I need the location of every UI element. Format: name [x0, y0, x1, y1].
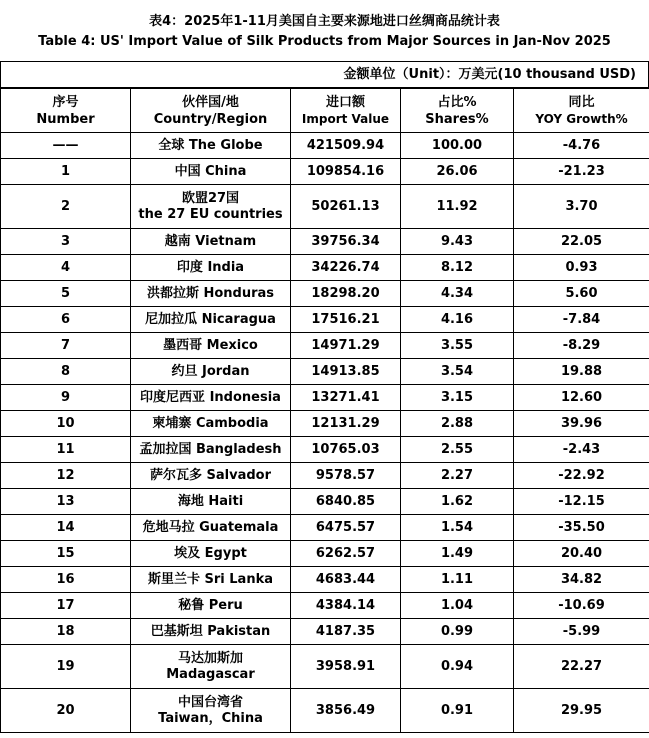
cell-value: 34226.74 — [291, 255, 401, 281]
cell-value: 14971.29 — [291, 333, 401, 359]
table-row — [1, 229, 649, 255]
cell-country-line: 中国台湾省 — [177, 694, 243, 710]
cell-country — [131, 437, 291, 463]
cell-value: 50261.13 — [291, 185, 401, 229]
cell-value: 4384.14 — [291, 593, 401, 619]
cell-yoy: -21.23 — [514, 159, 649, 185]
cell-number: 16 — [1, 567, 131, 593]
header-shares-en: Shares% — [425, 111, 489, 127]
cell-country-line: 萨尔瓦多 Salvador — [149, 467, 271, 483]
table-row — [1, 437, 649, 463]
cell-number: 9 — [1, 385, 131, 411]
cell-country-line: 埃及 Egypt — [174, 545, 247, 561]
cell-yoy: 0.93 — [514, 255, 649, 281]
cell-country-line: 印度尼西亚 Indonesia — [140, 389, 281, 405]
header-row — [1, 89, 649, 133]
table-row — [1, 567, 649, 593]
cell-number: —— — [1, 133, 131, 159]
cell-yoy: -8.29 — [514, 333, 649, 359]
cell-yoy: 34.82 — [514, 567, 649, 593]
cell-number: 7 — [1, 333, 131, 359]
cell-country — [131, 619, 291, 645]
table-row — [1, 645, 649, 689]
cell-country — [131, 333, 291, 359]
cell-value: 109854.16 — [291, 159, 401, 185]
cell-value: 3958.91 — [291, 645, 401, 689]
cell-share: 3.15 — [401, 385, 514, 411]
cell-share: 2.55 — [401, 437, 514, 463]
cell-country — [131, 645, 291, 689]
cell-number: 5 — [1, 281, 131, 307]
table-row — [1, 281, 649, 307]
table-row — [1, 593, 649, 619]
cell-number: 15 — [1, 541, 131, 567]
cell-yoy: -2.43 — [514, 437, 649, 463]
cell-country-line: 斯里兰卡 Sri Lanka — [147, 571, 273, 587]
cell-country-line: 墨西哥 Mexico — [163, 337, 258, 353]
cell-number: 3 — [1, 229, 131, 255]
cell-number: 14 — [1, 515, 131, 541]
cell-number: 2 — [1, 185, 131, 229]
cell-share: 26.06 — [401, 159, 514, 185]
table-row — [1, 689, 649, 733]
cell-value: 3856.49 — [291, 689, 401, 733]
cell-country — [131, 411, 291, 437]
cell-country-line: 中国 China — [174, 163, 247, 179]
table-row — [1, 359, 649, 385]
table-body — [1, 133, 649, 733]
cell-yoy: 5.60 — [514, 281, 649, 307]
header-country — [131, 89, 291, 133]
cell-number: 20 — [1, 689, 131, 733]
cell-share: 1.54 — [401, 515, 514, 541]
header-number — [1, 89, 131, 133]
cell-number: 13 — [1, 489, 131, 515]
unit-label: 金额单位（Unit）：万美元(10 thousand USD) — [0, 62, 649, 88]
table-row — [1, 489, 649, 515]
cell-share: 3.54 — [401, 359, 514, 385]
table-title-en: Table 4: US' Import Value of Silk Products from Major Sources in Jan-Nov 2025 — [38, 34, 611, 49]
cell-country — [131, 229, 291, 255]
header-yoy — [514, 89, 649, 133]
cell-number: 11 — [1, 437, 131, 463]
cell-yoy: 39.96 — [514, 411, 649, 437]
cell-value: 421509.94 — [291, 133, 401, 159]
table-row — [1, 133, 649, 159]
cell-country-line-2: the 27 EU countries — [138, 206, 283, 222]
cell-share: 1.04 — [401, 593, 514, 619]
cell-country-line: 越南 Vietnam — [164, 233, 257, 249]
cell-share: 11.92 — [401, 185, 514, 229]
cell-value: 6475.57 — [291, 515, 401, 541]
cell-share: 2.27 — [401, 463, 514, 489]
cell-value: 18298.20 — [291, 281, 401, 307]
cell-country-line: 欧盟27国 — [181, 190, 240, 206]
cell-number: 6 — [1, 307, 131, 333]
cell-yoy: 3.70 — [514, 185, 649, 229]
cell-country-line: 孟加拉国 Bangladesh — [139, 441, 282, 457]
cell-value: 14913.85 — [291, 359, 401, 385]
cell-country-line: 约旦 Jordan — [171, 363, 250, 379]
cell-country-line: 印度 India — [176, 259, 245, 275]
header-country-en: Country/Region — [153, 111, 268, 127]
cell-country — [131, 593, 291, 619]
cell-share: 4.34 — [401, 281, 514, 307]
cell-value: 9578.57 — [291, 463, 401, 489]
header-import-value-zh: 进口额 — [325, 94, 365, 110]
cell-value: 6840.85 — [291, 489, 401, 515]
cell-share: 0.91 — [401, 689, 514, 733]
cell-yoy: -4.76 — [514, 133, 649, 159]
cell-number: 19 — [1, 645, 131, 689]
cell-yoy: 22.05 — [514, 229, 649, 255]
header-import-value-en: Import Value — [301, 111, 390, 126]
cell-country-line: 危地马拉 Guatemala — [142, 519, 279, 535]
cell-yoy: -10.69 — [514, 593, 649, 619]
cell-share: 1.62 — [401, 489, 514, 515]
cell-number: 12 — [1, 463, 131, 489]
cell-country — [131, 159, 291, 185]
cell-country-line-2: Taiwan，China — [158, 710, 263, 726]
table-row — [1, 159, 649, 185]
cell-country — [131, 689, 291, 733]
header-yoy-zh: 同比 — [568, 94, 595, 110]
cell-value: 13271.41 — [291, 385, 401, 411]
cell-yoy: 20.40 — [514, 541, 649, 567]
cell-country-line-2: Madagascar — [166, 666, 255, 682]
header-yoy-en: YOY Growth% — [535, 111, 628, 126]
cell-yoy: 19.88 — [514, 359, 649, 385]
cell-country — [131, 489, 291, 515]
cell-value: 4187.35 — [291, 619, 401, 645]
cell-yoy: -7.84 — [514, 307, 649, 333]
cell-country — [131, 255, 291, 281]
import-table — [0, 88, 649, 733]
cell-number: 18 — [1, 619, 131, 645]
cell-country — [131, 307, 291, 333]
cell-yoy: 29.95 — [514, 689, 649, 733]
table-row — [1, 619, 649, 645]
cell-country-line: 柬埔寨 Cambodia — [152, 415, 269, 431]
cell-country-line: 巴基斯坦 Pakistan — [150, 623, 271, 639]
cell-number: 8 — [1, 359, 131, 385]
cell-number: 4 — [1, 255, 131, 281]
cell-country — [131, 541, 291, 567]
cell-value: 4683.44 — [291, 567, 401, 593]
header-shares-zh: 占比% — [437, 94, 477, 110]
cell-country — [131, 359, 291, 385]
table-row — [1, 541, 649, 567]
cell-country — [131, 567, 291, 593]
cell-country-line: 海地 Haiti — [177, 493, 244, 509]
cell-share: 9.43 — [401, 229, 514, 255]
table-row — [1, 385, 649, 411]
cell-country — [131, 281, 291, 307]
cell-value: 10765.03 — [291, 437, 401, 463]
cell-value: 17516.21 — [291, 307, 401, 333]
cell-share: 100.00 — [401, 133, 514, 159]
cell-yoy: -35.50 — [514, 515, 649, 541]
cell-country-line: 洪都拉斯 Honduras — [146, 285, 275, 301]
cell-value: 39756.34 — [291, 229, 401, 255]
table-row — [1, 411, 649, 437]
table-row — [1, 463, 649, 489]
cell-share: 0.94 — [401, 645, 514, 689]
cell-yoy: 12.60 — [514, 385, 649, 411]
header-import-value — [291, 89, 401, 133]
cell-share: 1.11 — [401, 567, 514, 593]
cell-share: 4.16 — [401, 307, 514, 333]
cell-yoy: -5.99 — [514, 619, 649, 645]
cell-share: 3.55 — [401, 333, 514, 359]
cell-yoy: 22.27 — [514, 645, 649, 689]
cell-number: 10 — [1, 411, 131, 437]
cell-country — [131, 385, 291, 411]
cell-value: 6262.57 — [291, 541, 401, 567]
cell-country — [131, 515, 291, 541]
cell-value: 12131.29 — [291, 411, 401, 437]
header-shares — [401, 89, 514, 133]
cell-yoy: -12.15 — [514, 489, 649, 515]
cell-number: 1 — [1, 159, 131, 185]
cell-share: 1.49 — [401, 541, 514, 567]
cell-country-line: 尼加拉瓜 Nicaragua — [145, 311, 276, 327]
table-row — [1, 333, 649, 359]
cell-country — [131, 463, 291, 489]
header-number-zh: 序号 — [52, 94, 79, 110]
cell-country-line: 全球 The Globe — [158, 137, 263, 153]
header-country-zh: 伙伴国/地 — [182, 94, 239, 110]
cell-share: 0.99 — [401, 619, 514, 645]
cell-number: 17 — [1, 593, 131, 619]
cell-country — [131, 133, 291, 159]
header-number-en: Number — [36, 111, 95, 127]
cell-country — [131, 185, 291, 229]
table-title — [0, 0, 649, 62]
cell-yoy: -22.92 — [514, 463, 649, 489]
table-row — [1, 185, 649, 229]
table-row — [1, 307, 649, 333]
table-row — [1, 515, 649, 541]
table-title-zh: 表4：2025年1-11月美国自主要来源地进口丝绸商品统计表 — [149, 14, 500, 29]
cell-country-line: 秘鲁 Peru — [178, 597, 243, 613]
cell-share: 2.88 — [401, 411, 514, 437]
cell-country-line: 马达加斯加 — [177, 650, 243, 666]
table-row — [1, 255, 649, 281]
cell-share: 8.12 — [401, 255, 514, 281]
